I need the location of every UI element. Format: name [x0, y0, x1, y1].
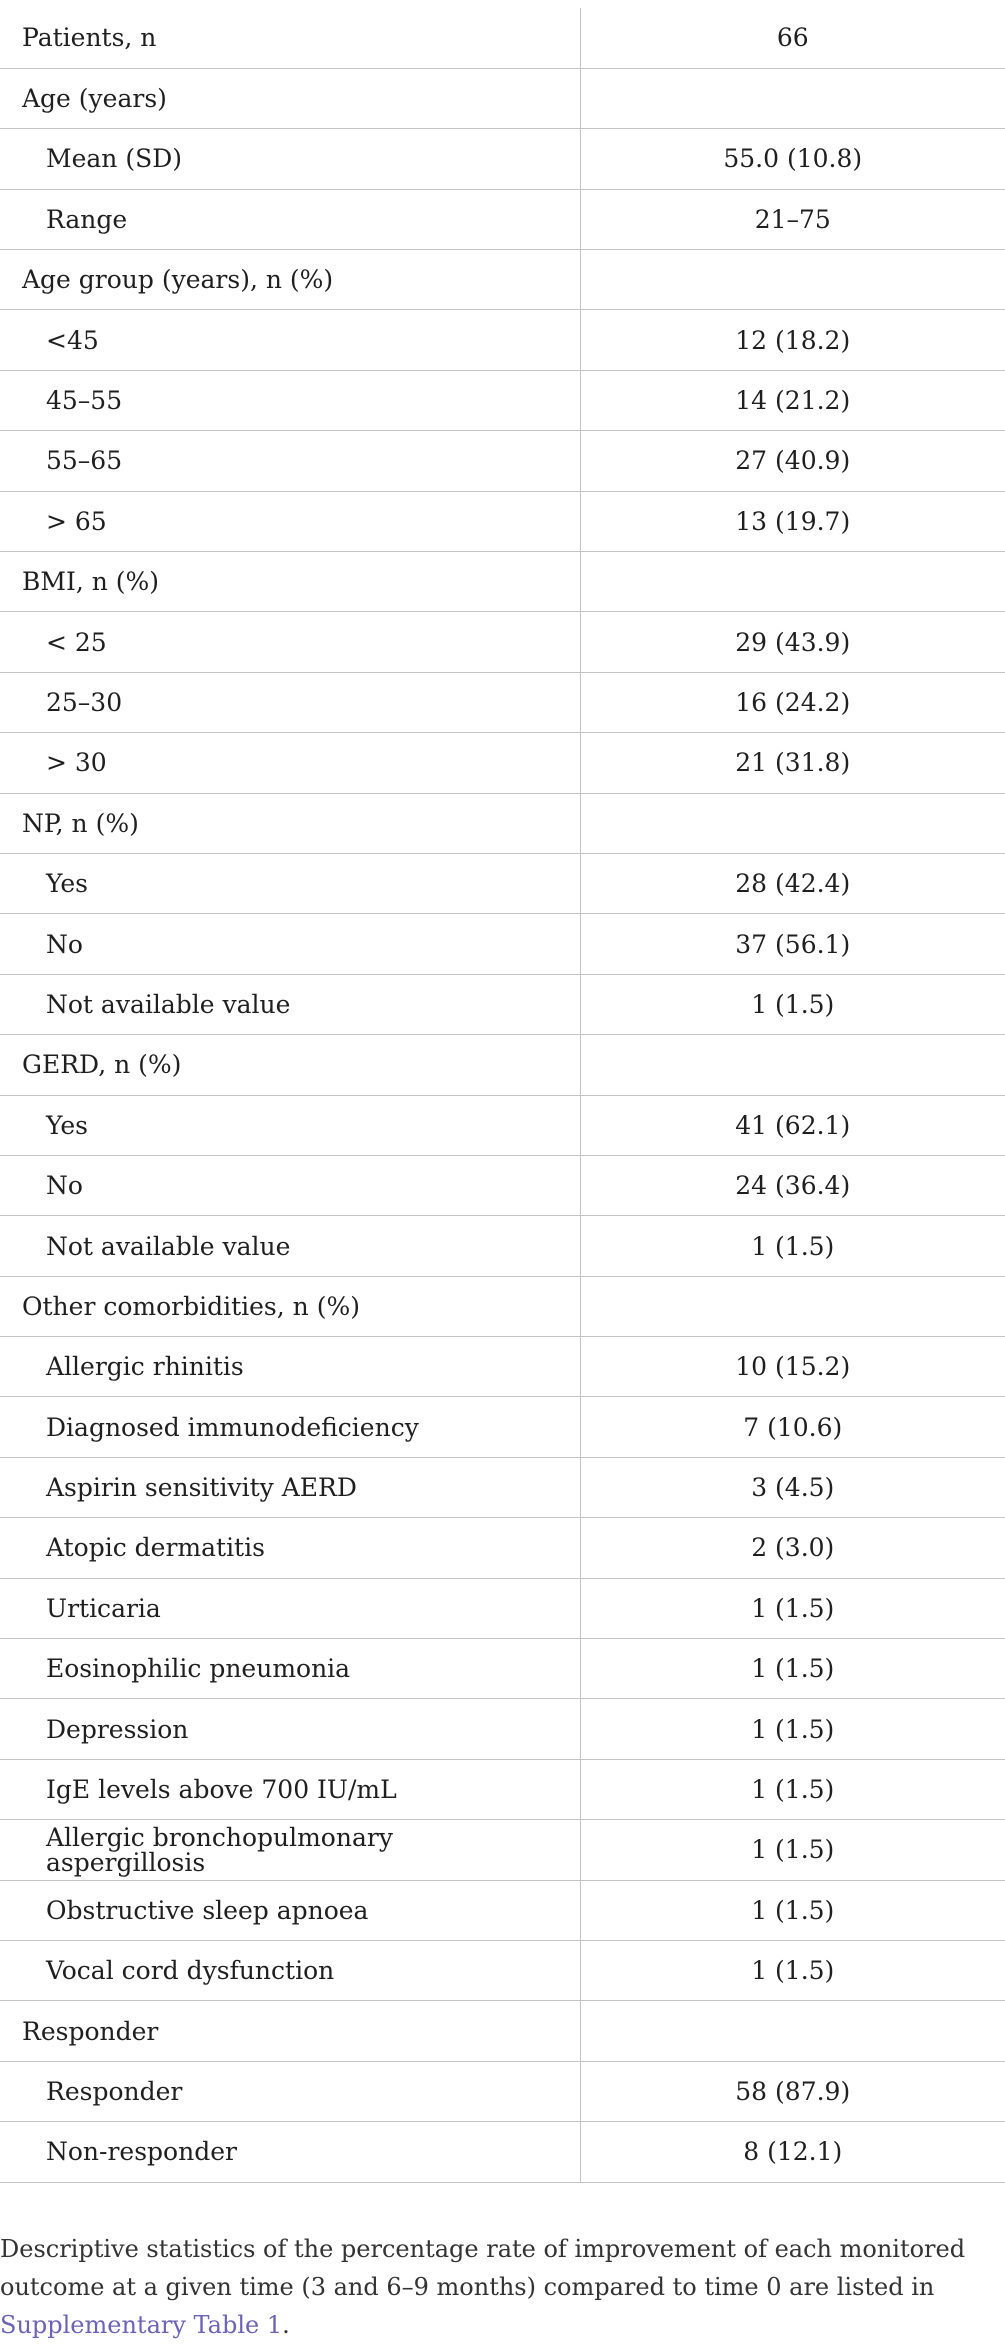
row-label: Atopic dermatitis	[0, 1518, 580, 1578]
table-footnote	[0, 2230, 1005, 2344]
row-label: Eosinophilic pneumonia	[0, 1639, 580, 1699]
row-value: 10 (15.2)	[580, 1337, 1005, 1397]
table-row	[0, 2061, 1005, 2121]
row-label: Depression	[0, 1699, 580, 1759]
table-row	[0, 1699, 1005, 1759]
table-row	[0, 552, 1005, 612]
table-row	[0, 1216, 1005, 1276]
row-label: <45	[0, 310, 580, 370]
table-row	[0, 431, 1005, 491]
table-row	[0, 1639, 1005, 1699]
table-row	[0, 129, 1005, 189]
footnote-end: .	[282, 2311, 290, 2339]
row-value: 41 (62.1)	[580, 1095, 1005, 1155]
row-value: 8 (12.1)	[580, 2122, 1005, 2182]
row-label: Responder	[0, 2061, 580, 2121]
row-label: Diagnosed immunodeficiency	[0, 1397, 580, 1457]
row-value: 55.0 (10.8)	[580, 129, 1005, 189]
table-row	[0, 8, 1005, 68]
table-row	[0, 2001, 1005, 2061]
table-row	[0, 1941, 1005, 2001]
table-row	[0, 310, 1005, 370]
row-value: 14 (21.2)	[580, 370, 1005, 430]
row-value	[580, 2001, 1005, 2061]
row-value: 58 (87.9)	[580, 2061, 1005, 2121]
supplementary-table-link[interactable]: Supplementary Table 1	[0, 2311, 283, 2339]
row-value: 28 (42.4)	[580, 853, 1005, 913]
row-value: 1 (1.5)	[580, 974, 1005, 1034]
row-label: Not available value	[0, 974, 580, 1034]
row-label: Yes	[0, 1095, 580, 1155]
row-label: Other comorbidities, n (%)	[0, 1276, 580, 1336]
table-row	[0, 672, 1005, 732]
row-value: 12 (18.2)	[580, 310, 1005, 370]
row-label: GERD, n (%)	[0, 1035, 580, 1095]
row-label: 55–65	[0, 431, 580, 491]
row-value: 21–75	[580, 189, 1005, 249]
row-value: 16 (24.2)	[580, 672, 1005, 732]
table-row	[0, 250, 1005, 310]
table-row	[0, 1397, 1005, 1457]
row-value: 2 (3.0)	[580, 1518, 1005, 1578]
footnote-text: Descriptive statistics of the percentage rate of improvement of each monitored outcome at a given time (3 and 6–9 months) compared to time 0 are listed in	[0, 2235, 966, 2301]
table-row	[0, 1457, 1005, 1517]
row-label: Vocal cord dysfunction	[0, 1941, 580, 2001]
row-label: Urticaria	[0, 1578, 580, 1638]
row-value	[580, 1035, 1005, 1095]
row-value: 1 (1.5)	[580, 1759, 1005, 1819]
row-label: Responder	[0, 2001, 580, 2061]
row-value: 13 (19.7)	[580, 491, 1005, 551]
row-label: Age group (years), n (%)	[0, 250, 580, 310]
row-label: > 65	[0, 491, 580, 551]
row-label: 45–55	[0, 370, 580, 430]
row-label: Non-responder	[0, 2122, 580, 2182]
row-value	[580, 793, 1005, 853]
row-label: Allergic bronchopulmonary aspergillosis	[0, 1820, 580, 1880]
row-value: 21 (31.8)	[580, 733, 1005, 793]
row-label: Mean (SD)	[0, 129, 580, 189]
row-value: 1 (1.5)	[580, 1578, 1005, 1638]
row-label: Range	[0, 189, 580, 249]
row-value	[580, 1276, 1005, 1336]
table-row	[0, 853, 1005, 913]
row-value: 1 (1.5)	[580, 1820, 1005, 1880]
row-label: < 25	[0, 612, 580, 672]
row-label: IgE levels above 700 IU/mL	[0, 1759, 580, 1819]
row-label: NP, n (%)	[0, 793, 580, 853]
row-label: Age (years)	[0, 68, 580, 128]
row-label: No	[0, 914, 580, 974]
table-row	[0, 914, 1005, 974]
table-row	[0, 1337, 1005, 1397]
row-value: 3 (4.5)	[580, 1457, 1005, 1517]
row-value: 24 (36.4)	[580, 1155, 1005, 1215]
table-row	[0, 189, 1005, 249]
row-value	[580, 552, 1005, 612]
table-row	[0, 733, 1005, 793]
row-value: 1 (1.5)	[580, 1941, 1005, 2001]
row-value: 1 (1.5)	[580, 1699, 1005, 1759]
row-label: Allergic rhinitis	[0, 1337, 580, 1397]
row-value: 37 (56.1)	[580, 914, 1005, 974]
table-row	[0, 1578, 1005, 1638]
table-row	[0, 1095, 1005, 1155]
table-row	[0, 1880, 1005, 1940]
table-row	[0, 1035, 1005, 1095]
row-value: 1 (1.5)	[580, 1639, 1005, 1699]
row-label: Obstructive sleep apnoea	[0, 1880, 580, 1940]
row-value: 7 (10.6)	[580, 1397, 1005, 1457]
row-value	[580, 68, 1005, 128]
row-label: No	[0, 1155, 580, 1215]
row-label: Yes	[0, 853, 580, 913]
row-value: 29 (43.9)	[580, 612, 1005, 672]
table-row	[0, 612, 1005, 672]
table-row	[0, 974, 1005, 1034]
table-row	[0, 370, 1005, 430]
table-row	[0, 1155, 1005, 1215]
row-label: Not available value	[0, 1216, 580, 1276]
table-row	[0, 491, 1005, 551]
table-row	[0, 1820, 1005, 1880]
row-label: Patients, n	[0, 8, 580, 68]
row-value: 1 (1.5)	[580, 1880, 1005, 1940]
table-row	[0, 793, 1005, 853]
row-label: 25–30	[0, 672, 580, 732]
patient-characteristics-table	[0, 8, 1005, 2183]
row-label: > 30	[0, 733, 580, 793]
row-label: BMI, n (%)	[0, 552, 580, 612]
row-value: 66	[580, 8, 1005, 68]
row-value: 27 (40.9)	[580, 431, 1005, 491]
table-row	[0, 2122, 1005, 2182]
table-body	[0, 8, 1005, 2182]
row-value: 1 (1.5)	[580, 1216, 1005, 1276]
table-row	[0, 68, 1005, 128]
table-row	[0, 1759, 1005, 1819]
row-label: Aspirin sensitivity AERD	[0, 1457, 580, 1517]
table-row	[0, 1276, 1005, 1336]
row-value	[580, 250, 1005, 310]
table-row	[0, 1518, 1005, 1578]
